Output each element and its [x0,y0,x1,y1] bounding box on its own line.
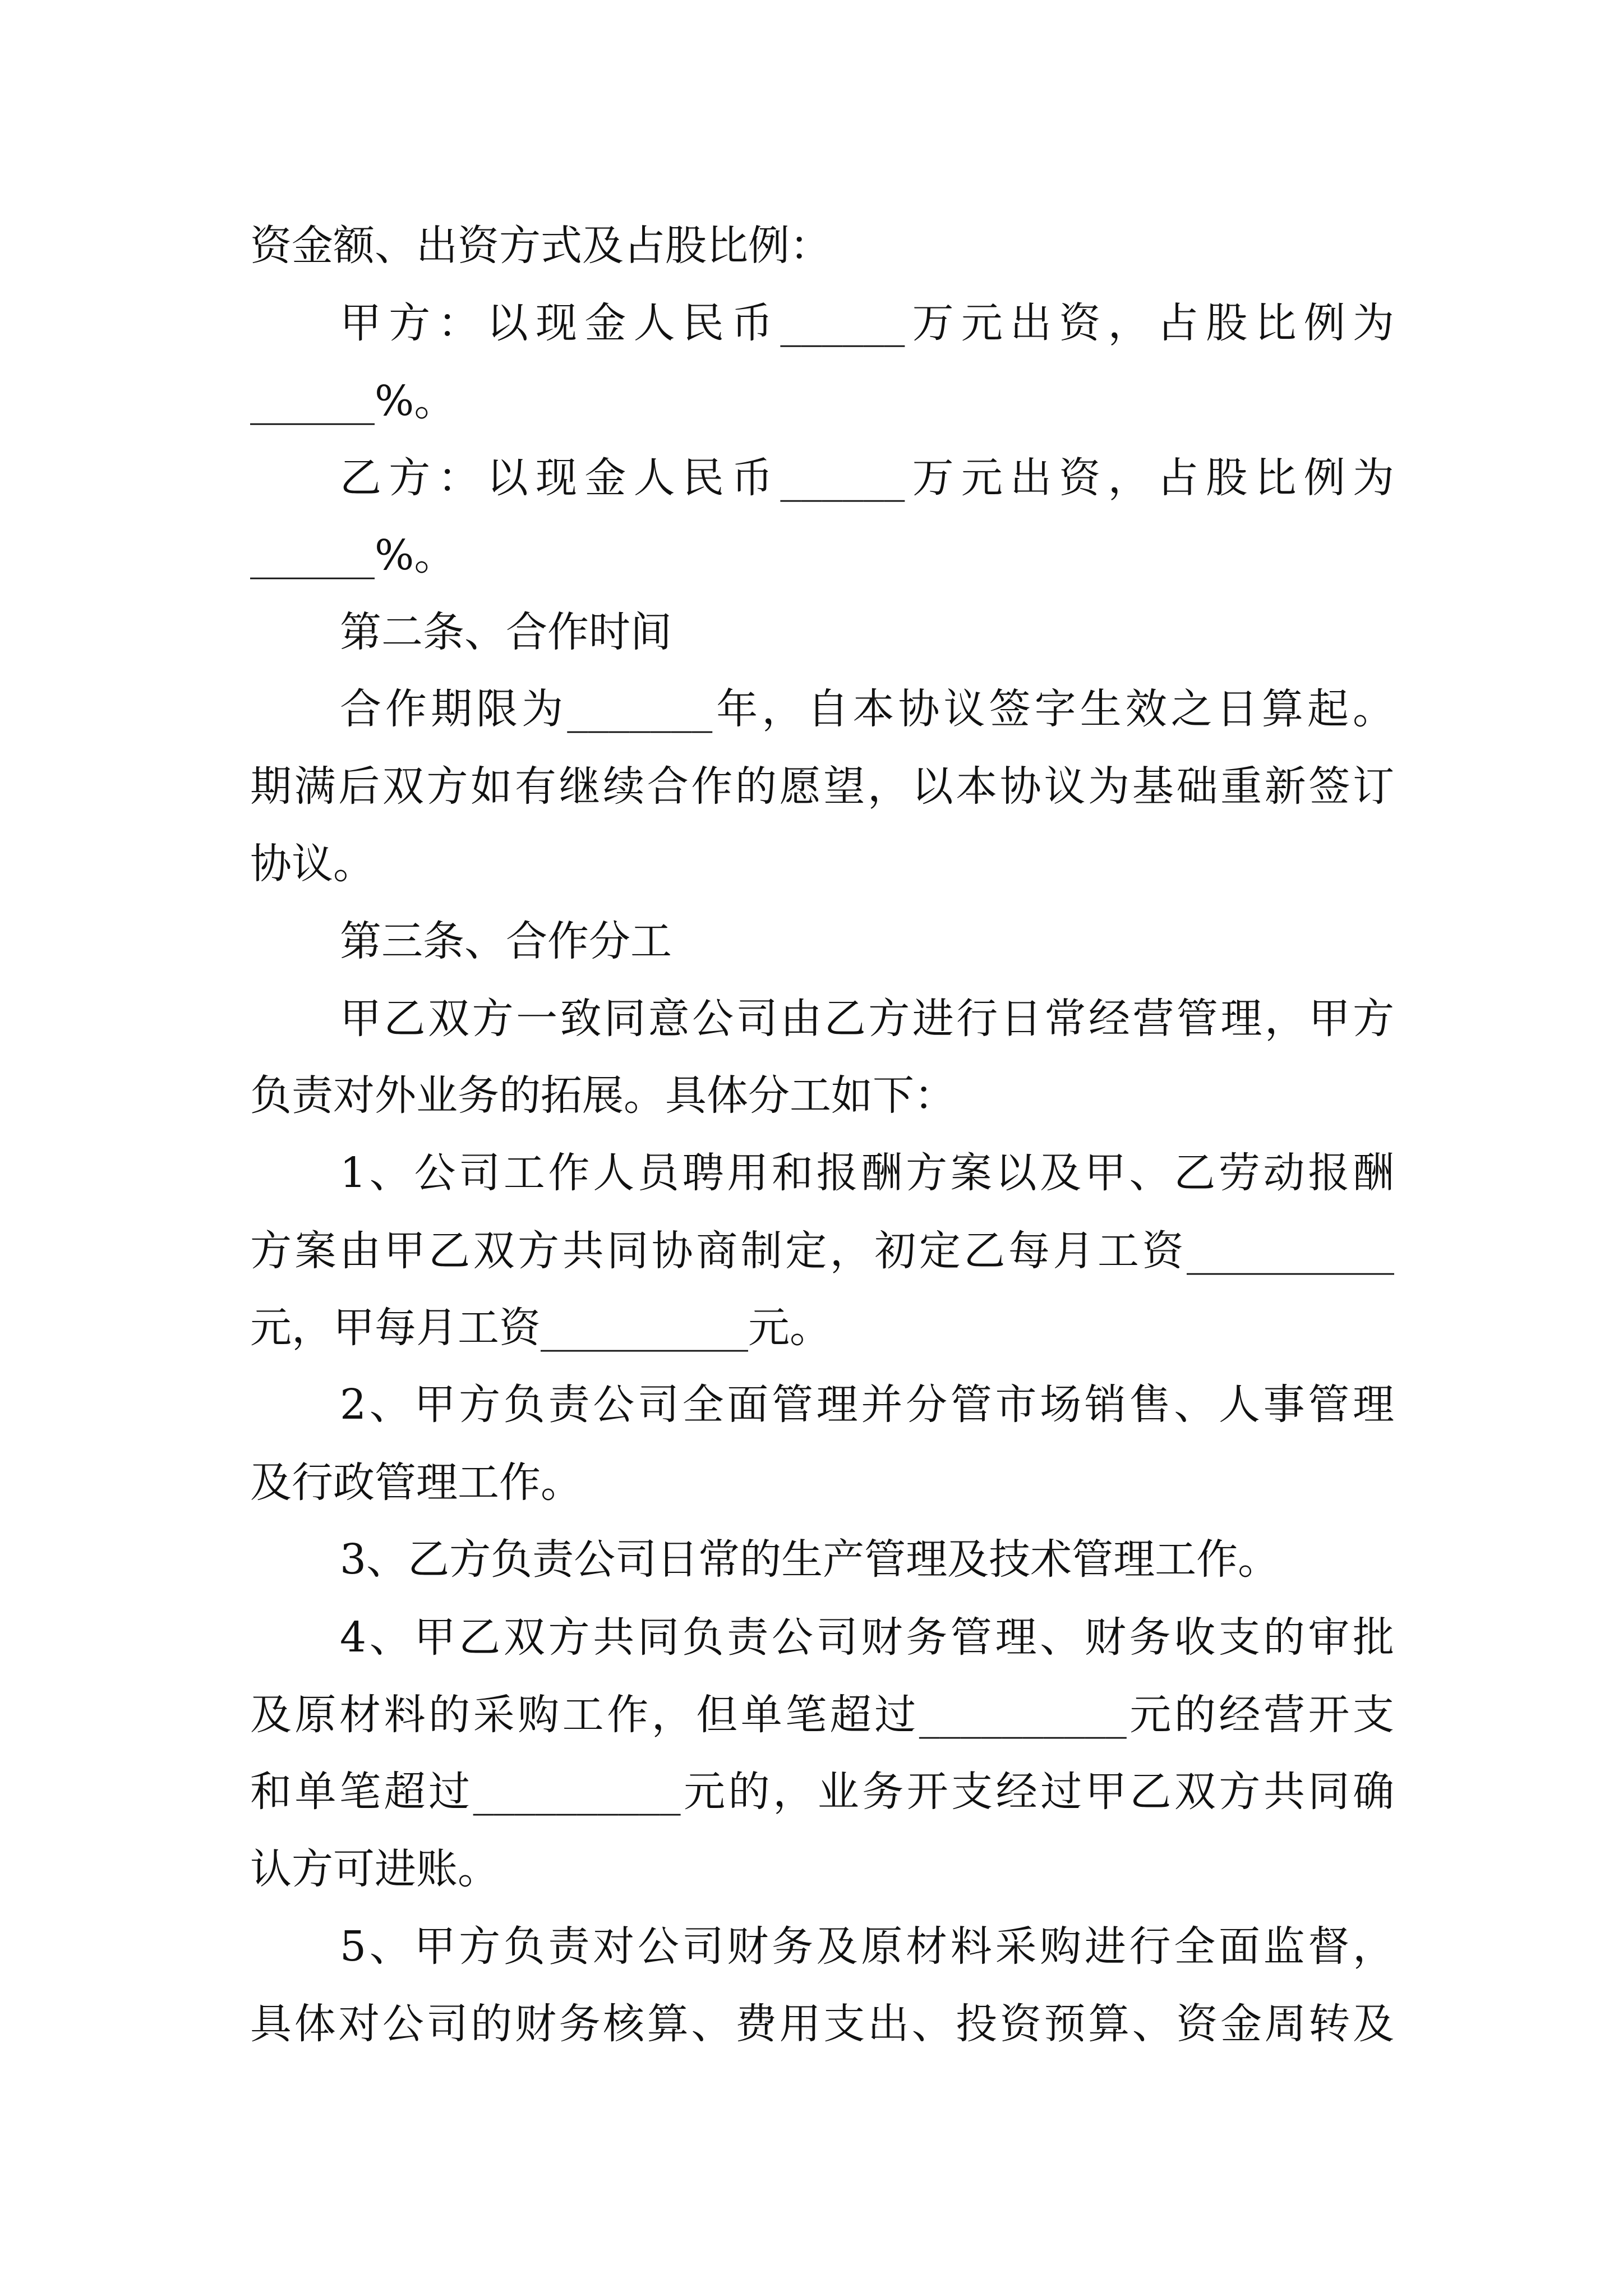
text-line: 3、乙方负责公司日常的生产管理及技术管理工作。 [340,1535,1280,1584]
section-heading: 第二条、合作时间 [340,608,672,656]
text-line: 甲乙双方一致同意公司由乙方进行日常经营管理，甲方 [340,995,1394,1043]
text-line: 负责对外业务的拓展。具体分工如下： [250,1071,956,1120]
text-line: ______%。 [250,377,456,425]
text-line: 认方可进账。 [250,1845,499,1893]
text-line: 2、甲方负责公司全面管理并分管市场销售、人事管理 [340,1381,1394,1429]
section-heading: 第三条、合作分工 [340,917,672,965]
text-line: 合作期限为_______年，自本协议签字生效之日算起。 [340,685,1394,733]
text-line: 甲方：以现金人民币______万元出资，占股比例为 [340,299,1394,347]
text-line: 元，甲每月工资__________元。 [250,1304,831,1352]
text-line: 4、甲乙双方共同负责公司财务管理、财务收支的审批 [340,1613,1394,1662]
text-line: 及行政管理工作。 [250,1458,582,1507]
text-line: 期满后双方如有继续合作的愿望，以本协议为基础重新签订 [250,762,1394,811]
text-line: ______%。 [250,531,456,579]
text-line: 及原材料的采购工作，但单笔超过__________元的经营开支 [250,1691,1394,1739]
text-line: 乙方：以现金人民币______万元出资，占股比例为 [340,454,1394,502]
text-line: 协议。 [250,840,375,888]
text-line: 资金额、出资方式及占股比例： [250,222,831,270]
text-line: 和单笔超过__________元的，业务开支经过甲乙双方共同确 [250,1768,1394,1816]
text-line: 5、甲方负责对公司财务及原材料采购进行全面监督， [340,1922,1394,1971]
text-line: 具体对公司的财务核算、费用支出、投资预算、资金周转及 [250,2000,1394,2048]
text-line: 1、公司工作人员聘用和报酬方案以及甲、乙劳动报酬 [340,1149,1394,1197]
text-line: 方案由甲乙双方共同协商制定，初定乙每月工资__________ [250,1227,1394,1275]
